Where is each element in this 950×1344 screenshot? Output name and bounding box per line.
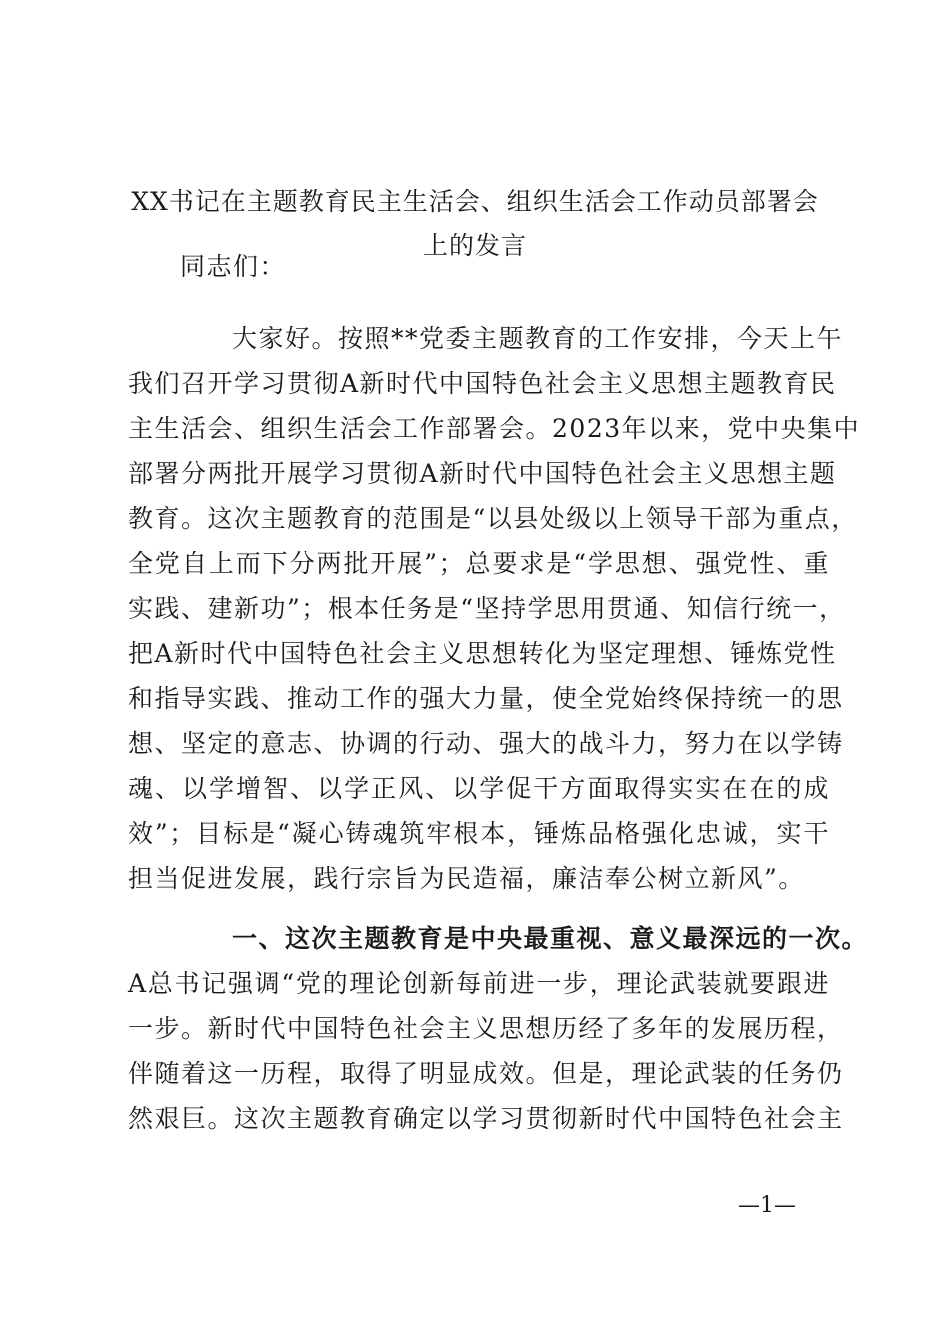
body-line: 想、坚定的意志、协调的行动、强大的战斗力，努力在以学铸	[128, 729, 844, 758]
body-line: 部署分两批开展学习贯彻A新时代中国特色社会主义思想主题	[128, 459, 837, 488]
body-line: 全党自上而下分两批开展”；总要求是“学思想、强党性、重	[128, 549, 830, 578]
body-line: 担当促进发展，践行宗旨为民造福，廉洁奉公树立新风”。	[128, 864, 805, 893]
section-heading: 一、这次主题教育是中央最重视、意义最深远的一次。	[232, 924, 869, 953]
body-line: 我们召开学习贯彻A新时代中国特色社会主义思想主题教育民	[128, 369, 837, 398]
salutation: 同志们：	[180, 252, 287, 281]
body-line: 效”；目标是“凝心铸魂筑牢根本，锤炼品格强化忠诚，实干	[128, 819, 830, 848]
body-line: 伴随着这一历程，取得了明显成效。但是，理论武装的任务仍	[128, 1059, 844, 1088]
body-line: 一步。新时代中国特色社会主义思想历经了多年的发展历程，	[128, 1014, 844, 1043]
body-line: A总书记强调“党的理论创新每前进一步，理论武装就要跟进	[128, 969, 830, 998]
body-line: 魂、以学增智、以学正风、以学促干方面取得实实在在的成	[128, 774, 830, 803]
body-line: 教育。这次主题教育的范围是“以县处级以上领导干部为重点，	[128, 504, 858, 533]
body-line: 大家好。按照**党委主题教育的工作安排，今天上午	[232, 324, 844, 353]
body-line: 和指导实践、推动工作的强大力量，使全党始终保持统一的思	[128, 684, 844, 713]
body-line: 把A新时代中国特色社会主义思想转化为坚定理想、锤炼党性	[128, 639, 837, 668]
body-line: 然艰巨。这次主题教育确定以学习贯彻新时代中国特色社会主	[128, 1104, 844, 1133]
body-line: 实践、建新功”；根本任务是“坚持学思用贯通、知信行统一，	[128, 594, 846, 623]
body-line: 主生活会、组织生活会工作部署会。2023年以来，党中央集中	[128, 414, 861, 443]
document-title: XX书记在主题教育民主生活会、组织生活会工作动员部署会上的发言	[131, 187, 819, 260]
page-number: —1—	[738, 1193, 796, 1218]
